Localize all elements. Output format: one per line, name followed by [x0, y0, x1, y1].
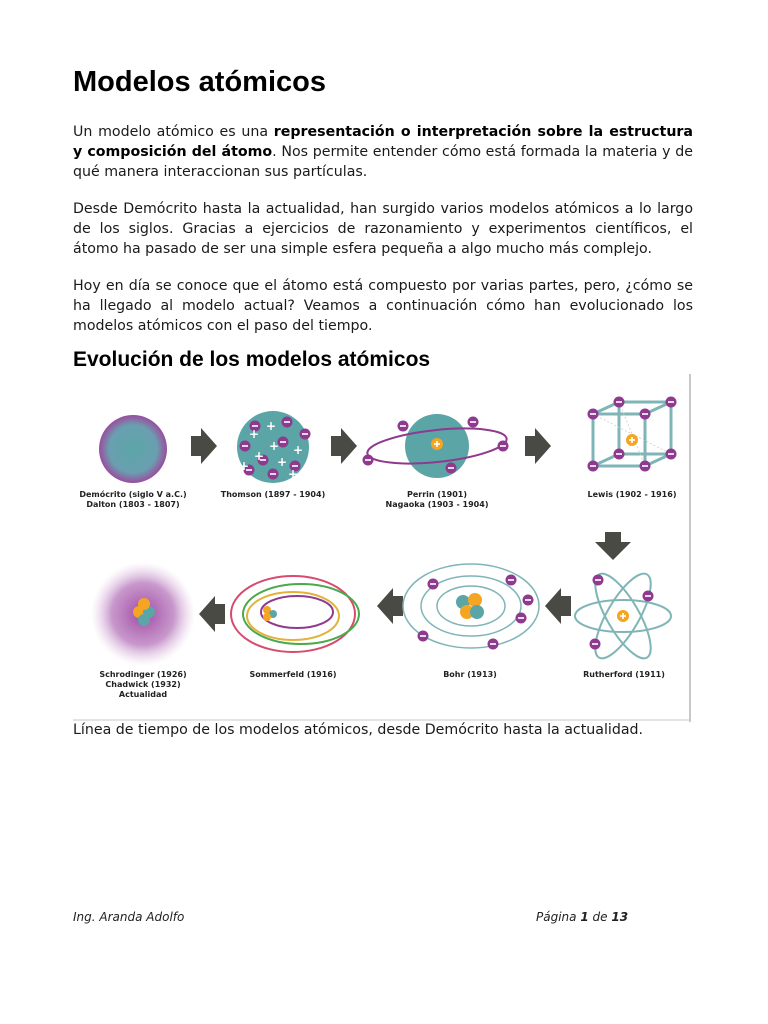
svg-text:+: + [239, 459, 250, 473]
page-total: 13 [611, 910, 629, 924]
paragraph-intro [73, 122, 693, 182]
footer-page-number [536, 910, 628, 924]
paragraph-today: Hoy en día se conoce que el átomo está compuesto por varias partes, pero, ¿cómo se ha llegado al modelo actual? Veamos a continuación cómo han evolucionado los modelos atómicos con el paso del tiempo. [73, 278, 693, 334]
svg-text:+: + [249, 427, 260, 441]
label-democrito: Demócrito (siglo V a.C.) Dalton (1803 - 1807) [79, 490, 187, 509]
page-of-word: de [592, 910, 608, 924]
paragraph-history: Desde Demócrito hasta la actualidad, han surgido varios modelos atómicos a lo largo de los siglos. Gracias a ejercicios de razonamiento y experimentos científicos, el átomo ha pasado de ser una simple esfera pequeña a algo mucho más complejo. [73, 201, 693, 257]
intro-text-start: Un modelo atómico es una [73, 124, 274, 140]
label-rutherford: Rutherford (1911) [583, 670, 665, 679]
arrow-left-3 [545, 588, 571, 624]
intro-bold-text: representación o interpretación sobre la estructura y composición del átomo [73, 124, 694, 160]
svg-text:+: + [269, 439, 280, 453]
arrow-right-2 [331, 428, 357, 464]
label-thomson: Thomson (1897 - 1904) [220, 490, 326, 499]
svg-text:+: + [293, 443, 304, 457]
page-word: Página [536, 910, 577, 924]
arrow-left-1 [199, 596, 225, 632]
label-sommerfeld: Sommerfeld (1916) [249, 670, 337, 679]
arrow-right-3 [525, 428, 551, 464]
svg-text:+: + [288, 467, 299, 481]
democrito-sphere [99, 415, 167, 483]
label-bohr: Bohr (1913) [443, 670, 497, 679]
page-title: Modelos atómicos [73, 66, 326, 98]
arrow-left-2 [377, 588, 403, 624]
section-title: Evolución de los modelos atómicos [73, 348, 431, 371]
label-perrin: Perrin (1901) Nagaoka (1903 - 1904) [385, 490, 489, 509]
arrow-right-1 [191, 428, 217, 464]
bohr-nucleus [456, 593, 484, 619]
svg-text:+: + [254, 449, 265, 463]
svg-text:+: + [266, 419, 277, 433]
footer-author: Ing. Aranda Adolfo [73, 910, 185, 924]
svg-text:+: + [277, 455, 288, 469]
sommerfeld-orbits [231, 576, 359, 652]
label-lewis: Lewis (1902 - 1916) [587, 490, 677, 499]
figure-caption: Línea de tiempo de los modelos atómicos, desde Demócrito hasta la actualidad. [73, 722, 644, 738]
page-current: 1 [580, 910, 589, 924]
intro-text-end: . Nos permite entender cómo está formada la materia y de qué manera interaccionan sus partículas. [73, 144, 693, 180]
atomic-models-timeline-figure [73, 374, 693, 722]
arrow-down [595, 532, 631, 560]
label-schrodinger: Schrodinger (1926) Chadwick (1932) Actualidad [99, 670, 187, 699]
